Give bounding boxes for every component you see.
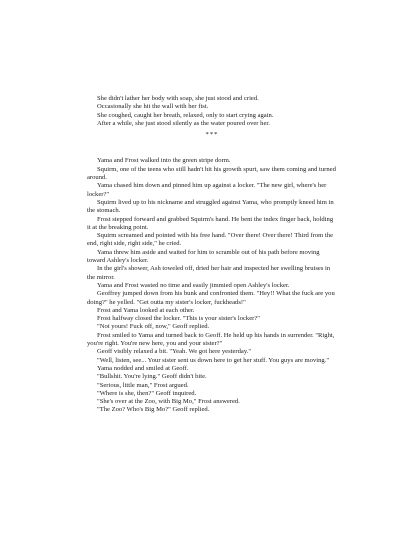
paragraph: Frost smiled to Yama and turned back to Geoff. He held up his hands in surrender. "Right, you're right. You're new here, you and your sister?" xyxy=(87,331,335,348)
paragraph: Yama chased him down and pinned him up against a locker. "The new girl, where's her locker?" xyxy=(87,182,327,198)
paragraph: "Well, listen, see... Your sister sent us down here to get her stuff. You guys are moving." xyxy=(97,356,330,364)
paragraph: "Serious, little man," Frost argued. xyxy=(97,381,189,389)
paragraph: Frost and Yama looked at each other. xyxy=(97,306,195,314)
paragraph: Squirm, one of the teens who still hadn't hit his growth spurt, saw them coming and turned around. xyxy=(87,165,336,182)
paragraph: Geoff visibly relaxed a bit. "Yeah. We got here yesterday." xyxy=(97,348,252,356)
paragraph: "Where is she, then?" Geoff inquired. xyxy=(97,389,197,397)
paragraph: "The Zoo? Who's Big Mo?" Geoff replied. xyxy=(97,406,210,414)
paragraph: After a while, she just stood silently as the water poured over her. xyxy=(97,119,270,127)
paragraph: "Bullshit. You're lying." Geoff didn't bite. xyxy=(97,373,207,381)
paragraph: Squirm lived up to his nickname and struggled against Yama, who promptly kneed him in the stomach. xyxy=(87,198,334,215)
paragraph: "Not yours! Fuck off, now," Geoff replied. xyxy=(97,323,210,331)
paragraph: Yama nodded and smiled at Geoff. xyxy=(97,364,189,372)
paragraph: "She's over at the Zoo, with Big Mo," Frost answered. xyxy=(97,398,240,406)
paragraph: Occasionally she hit the wall with her fist. xyxy=(97,103,209,111)
paragraph: Yama and Frost walked into the green stripe dorm. xyxy=(97,157,231,165)
paragraph: She didn't lather her body with soap, she just stood and cried. xyxy=(97,95,259,102)
paragraph: Yama and Frost wasted no time and easily jimmied open Ashley's locker. xyxy=(97,281,290,289)
paragraph: Frost stepped forward and grabbed Squirm's hand. He bent the index finger back, holding it at the breaking point. xyxy=(87,215,334,231)
paragraph: Squirm screamed and pointed with his free hand. "Over there! Over there! Third from the end, right side, right side," he cried. xyxy=(87,232,334,248)
text-body xyxy=(87,95,337,415)
paragraph: Geoffrey jumped down from his bunk and confronted them. "Hey!! What the fuck are you doing?" he yelled. "Get outta my sister's locker, fuckheads!" xyxy=(87,290,335,306)
paragraph: In the girl's shower, Ash toweled off, dried her hair and inspected her swelling bruises in the mirror. xyxy=(87,265,331,281)
paragraph: Yama threw him aside and waited for him to scramble out of his path before moving toward Ashley's locker. xyxy=(87,248,320,265)
scene-separator: *** xyxy=(205,131,219,139)
paragraph: Frost halfway closed the locker. "This is your sister's locker?" xyxy=(97,315,260,323)
paragraph: She coughed, caught her breath, relaxed, only to start crying again. xyxy=(97,111,274,119)
